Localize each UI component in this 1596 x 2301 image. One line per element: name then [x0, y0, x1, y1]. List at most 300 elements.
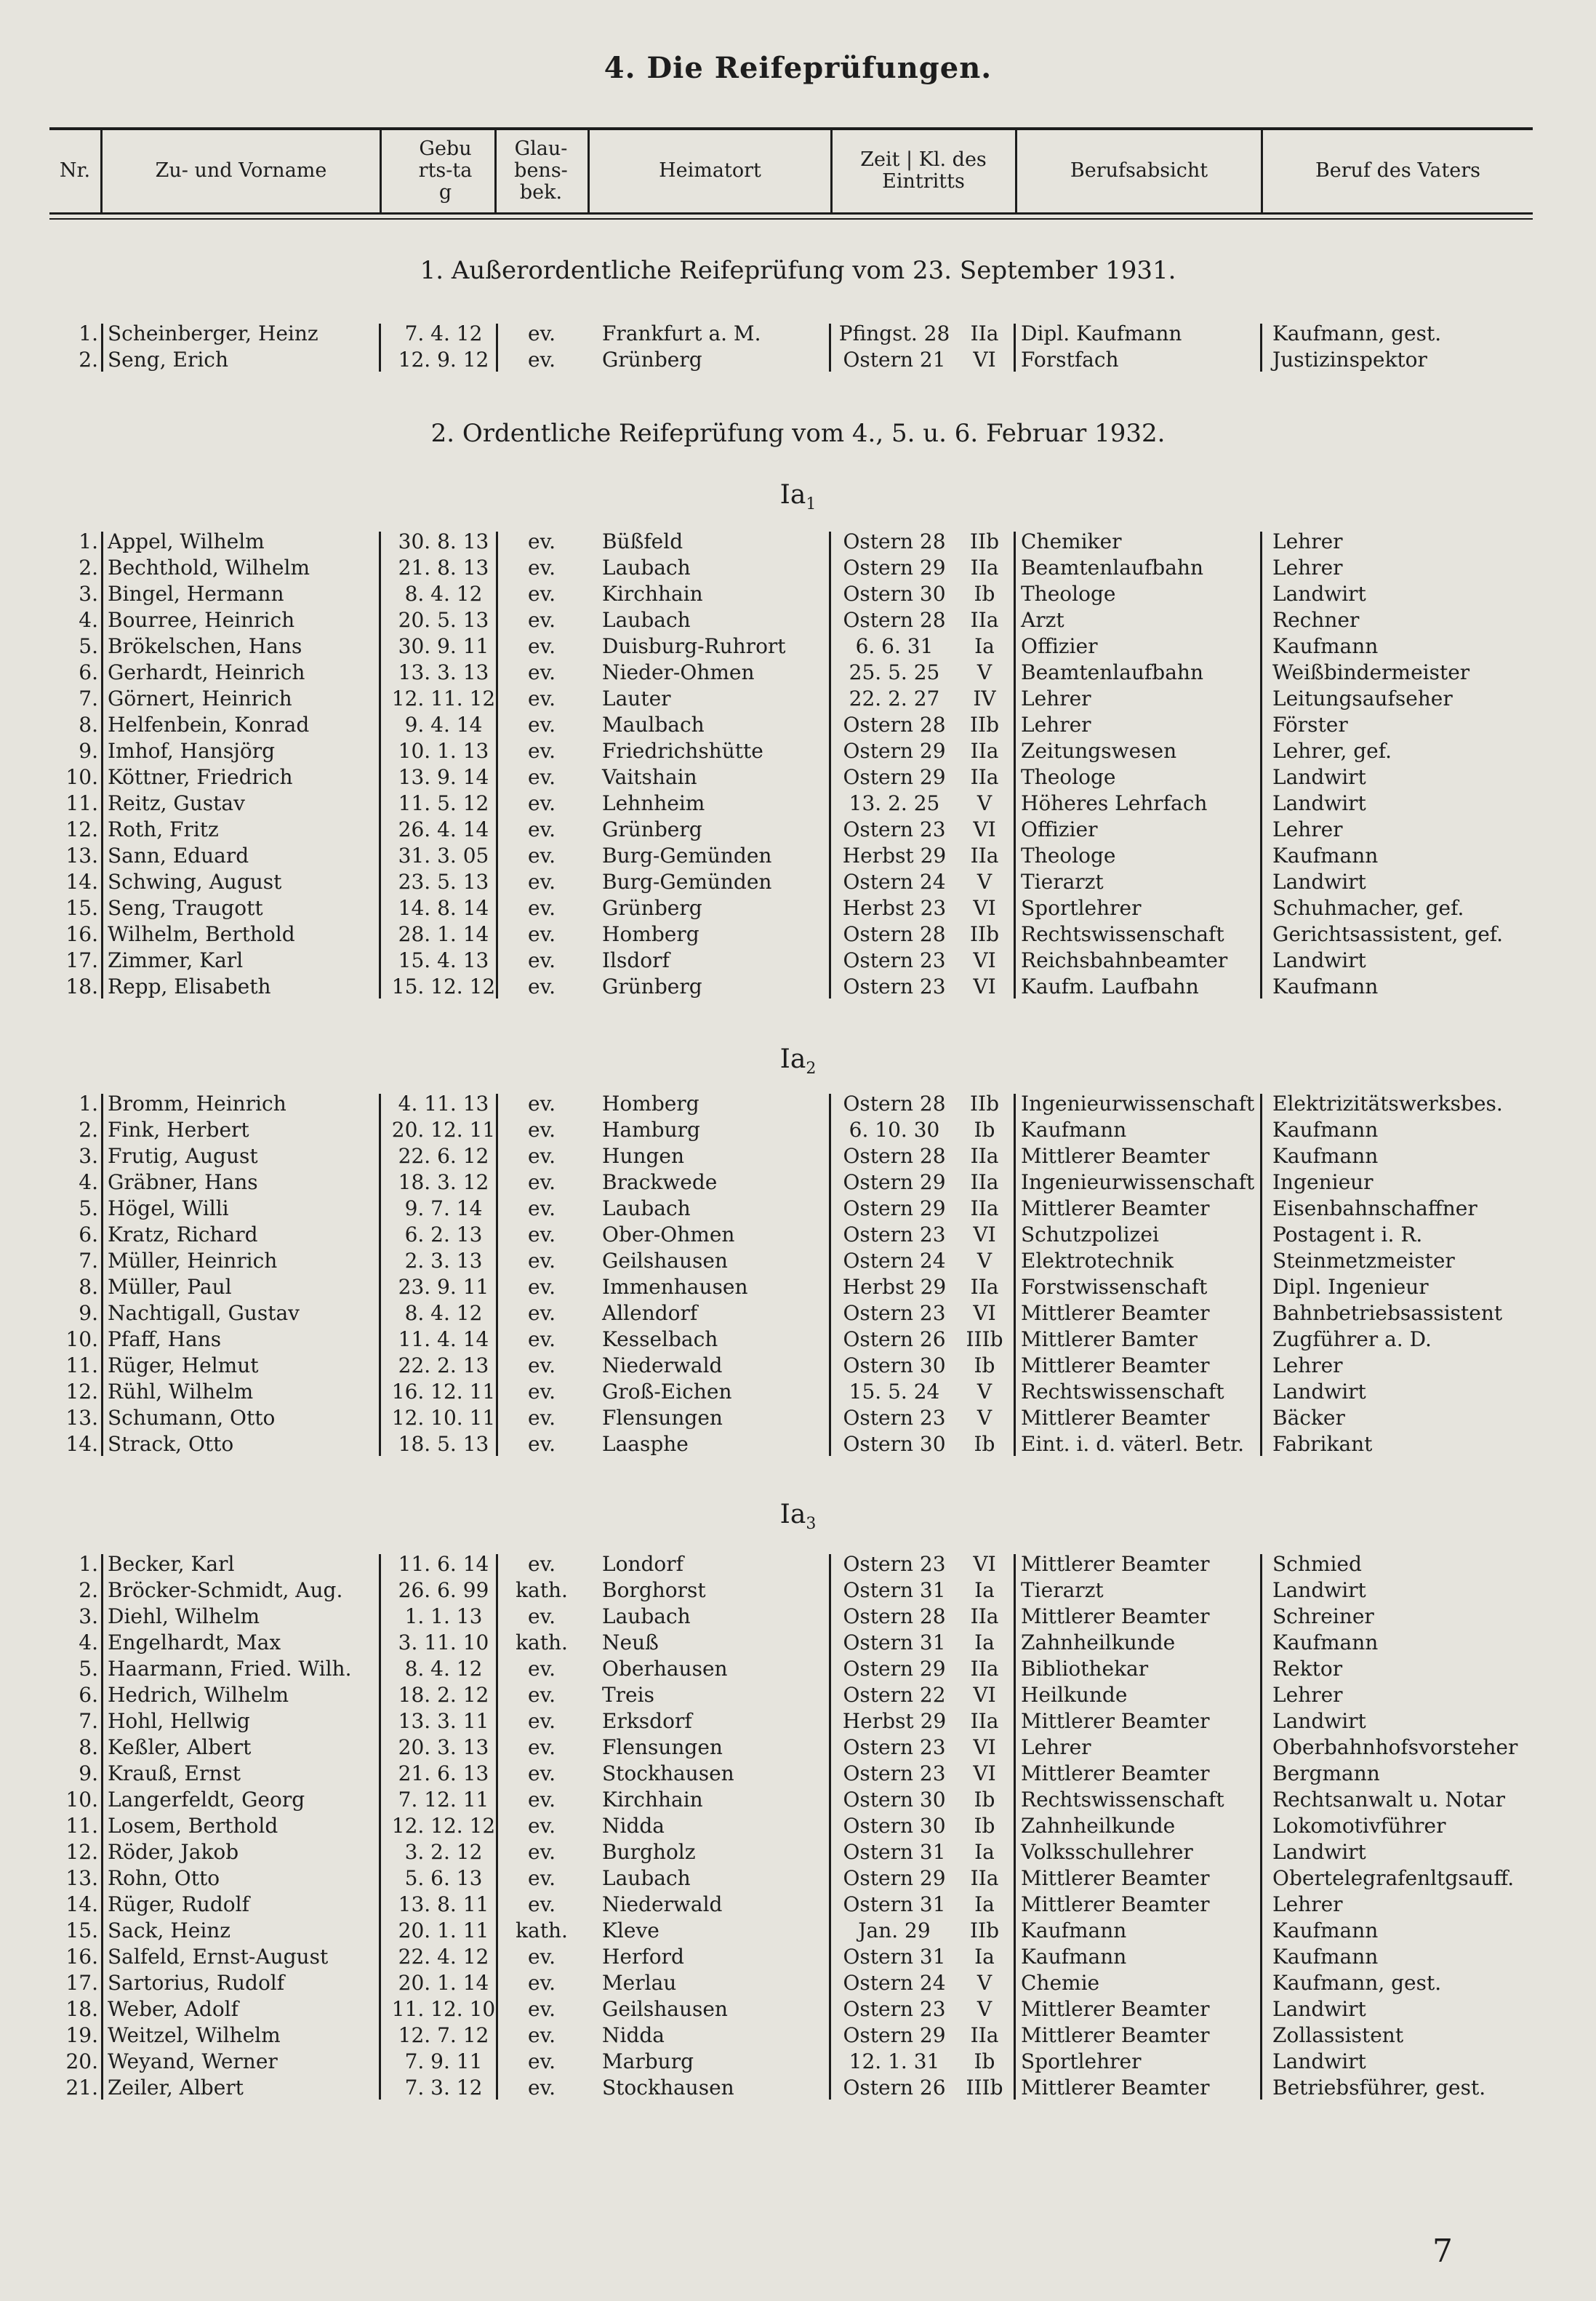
- entry-class: IIIb: [966, 2076, 1003, 2100]
- header-berufsabsicht: Berufsabsicht: [1070, 159, 1208, 182]
- entry-class: IIa: [970, 765, 999, 789]
- table-row: [0, 2049, 1596, 2075]
- home-town: Nidda: [602, 1814, 665, 1838]
- confession: ev.: [528, 1709, 556, 1733]
- row-number: 7.: [79, 1709, 98, 1733]
- confession: ev.: [528, 739, 556, 763]
- birth-date: 3. 2. 12: [404, 1840, 483, 1864]
- father-occupation: Kaufmann, gest.: [1272, 1971, 1442, 1995]
- entry-date: Ostern 29: [843, 1657, 946, 1681]
- confession: ev.: [528, 1380, 556, 1404]
- birth-date: 28. 1. 14: [398, 922, 489, 946]
- entry-date: Ostern 29: [843, 739, 946, 763]
- row-number: 8.: [79, 713, 98, 737]
- header-top-rule: [49, 127, 1533, 130]
- student-name: Wilhelm, Berthold: [108, 922, 295, 946]
- header-geburtstag: Geburts-tag: [418, 137, 473, 204]
- student-name: Gerhardt, Heinrich: [108, 660, 305, 684]
- header-divider: [380, 129, 382, 214]
- career-aim: Kaufmann: [1021, 1945, 1127, 1969]
- home-town: Burgholz: [602, 1840, 696, 1864]
- entry-date: Ostern 30: [843, 1814, 946, 1838]
- row-number: 10.: [65, 765, 98, 789]
- career-aim: Mittlerer Beamter: [1021, 1552, 1210, 1576]
- student-name: Fink, Herbert: [108, 1118, 249, 1142]
- birth-date: 30. 8. 13: [398, 529, 489, 553]
- column-divider: [829, 324, 831, 372]
- career-aim: Offizier: [1021, 634, 1098, 658]
- student-name: Diehl, Wilhelm: [108, 1604, 260, 1628]
- header-divider: [830, 129, 833, 214]
- table-row: [0, 555, 1596, 581]
- confession: ev.: [528, 1840, 556, 1864]
- birth-date: 15. 12. 12: [391, 975, 496, 999]
- column-divider: [1260, 1094, 1262, 1456]
- table-row: [0, 660, 1596, 686]
- column-divider: [379, 324, 381, 372]
- entry-date: Ostern 23: [843, 1301, 946, 1325]
- entry-class: Ia: [974, 1892, 995, 1916]
- student-name: Röder, Jakob: [108, 1840, 239, 1864]
- birth-date: 31. 3. 05: [398, 844, 489, 868]
- father-occupation: Schuhmacher, gef.: [1272, 896, 1464, 920]
- entry-date: Ostern 29: [843, 1866, 946, 1890]
- entry-date: 15. 5. 24: [849, 1380, 940, 1404]
- father-occupation: Fabrikant: [1272, 1432, 1373, 1456]
- confession: ev.: [528, 1353, 556, 1377]
- career-aim: Sportlehrer: [1021, 896, 1142, 920]
- father-occupation: Landwirt: [1272, 791, 1366, 815]
- birth-date: 18. 5. 13: [398, 1432, 489, 1456]
- student-name: Scheinberger, Heinz: [108, 321, 318, 345]
- student-name: Sartorius, Rudolf: [108, 1971, 285, 1995]
- entry-date: Ostern 23: [843, 975, 946, 999]
- column-divider: [1014, 1094, 1016, 1456]
- row-number: 17.: [65, 948, 98, 972]
- father-occupation: Landwirt: [1272, 1840, 1366, 1864]
- home-town: Marburg: [602, 2049, 694, 2073]
- table-row: [0, 581, 1596, 607]
- career-aim: Lehrer: [1021, 1735, 1091, 1759]
- father-occupation: Lehrer: [1272, 817, 1343, 841]
- row-number: 3.: [79, 1604, 98, 1628]
- table-row: [0, 764, 1596, 791]
- birth-date: 2. 3. 13: [404, 1249, 483, 1273]
- entry-date: Ostern 28: [843, 608, 946, 632]
- home-town: Grünberg: [602, 896, 702, 920]
- birth-date: 12. 12. 12: [391, 1814, 496, 1838]
- birth-date: 7. 3. 12: [404, 2076, 483, 2100]
- career-aim: Lehrer: [1021, 687, 1091, 711]
- table-row: [0, 1248, 1596, 1274]
- entry-date: Ostern 28: [843, 1092, 946, 1116]
- table-row: [0, 321, 1596, 347]
- birth-date: 7. 4. 12: [404, 321, 483, 345]
- entry-date: Jan. 29: [858, 1918, 931, 1942]
- father-occupation: Ingenieur: [1272, 1170, 1374, 1194]
- father-occupation: Schmied: [1272, 1552, 1362, 1576]
- column-divider: [496, 324, 498, 372]
- home-town: Laubach: [602, 1196, 691, 1220]
- entry-class: VI: [973, 1761, 996, 1785]
- student-name: Weber, Adolf: [108, 1997, 238, 2021]
- row-number: 5.: [79, 1196, 98, 1220]
- career-aim: Sportlehrer: [1021, 2049, 1142, 2073]
- career-aim: Bibliothekar: [1021, 1657, 1149, 1681]
- table-row: [0, 1300, 1596, 1326]
- student-name: Salfeld, Ernst-August: [108, 1945, 329, 1969]
- row-number: 15.: [65, 1918, 98, 1942]
- birth-date: 18. 2. 12: [398, 1683, 489, 1707]
- career-aim: Mittlerer Beamter: [1021, 1709, 1210, 1733]
- entry-class: IIb: [969, 713, 1000, 737]
- confession: ev.: [528, 1814, 556, 1838]
- entry-date: Ostern 23: [843, 1406, 946, 1430]
- table-row: [0, 869, 1596, 895]
- home-town: Nidda: [602, 2023, 665, 2047]
- home-town: Frankfurt a. M.: [602, 321, 761, 345]
- father-occupation: Bäcker: [1272, 1406, 1345, 1430]
- birth-date: 10. 1. 13: [398, 739, 489, 763]
- entry-class: IIa: [970, 1275, 999, 1299]
- birth-date: 21. 6. 13: [398, 1761, 489, 1785]
- row-number: 7.: [79, 1249, 98, 1273]
- student-name: Imhof, Hansjörg: [108, 739, 276, 763]
- table-row: [0, 817, 1596, 843]
- table-row: [0, 895, 1596, 921]
- home-town: Oberhausen: [602, 1657, 728, 1681]
- header-divider: [494, 129, 497, 214]
- home-town: Friedrichshütte: [602, 739, 763, 763]
- birth-date: 20. 12. 11: [391, 1118, 496, 1142]
- entry-class: VI: [973, 1301, 996, 1325]
- birth-date: 26. 4. 14: [398, 817, 489, 841]
- student-name: Sack, Heinz: [108, 1918, 231, 1942]
- career-aim: Mittlerer Beamter: [1021, 2076, 1210, 2100]
- home-town: Merlau: [602, 1971, 677, 1995]
- row-number: 4.: [79, 1630, 98, 1654]
- confession: ev.: [528, 1170, 556, 1194]
- table-row: [0, 1944, 1596, 1970]
- column-divider: [829, 532, 831, 999]
- confession: ev.: [528, 844, 556, 868]
- father-occupation: Leitungsaufseher: [1272, 687, 1453, 711]
- table-row: [0, 1761, 1596, 1787]
- table-row: [0, 1551, 1596, 1577]
- confession: ev.: [528, 634, 556, 658]
- birth-date: 30. 9. 11: [398, 634, 489, 658]
- confession: ev.: [528, 922, 556, 946]
- confession: ev.: [528, 1144, 556, 1168]
- student-name: Helfenbein, Konrad: [108, 713, 310, 737]
- column-divider: [1014, 532, 1016, 999]
- confession: ev.: [528, 348, 556, 372]
- row-number: 18.: [65, 975, 98, 999]
- home-town: Immenhausen: [602, 1275, 748, 1299]
- home-town: Niederwald: [602, 1353, 723, 1377]
- student-name: Rüger, Rudolf: [108, 1892, 249, 1916]
- column-divider: [1014, 1554, 1016, 2100]
- entry-class: Ia: [974, 1630, 995, 1654]
- row-number: 4.: [79, 608, 98, 632]
- birth-date: 22. 4. 12: [398, 1945, 489, 1969]
- career-aim: Heilkunde: [1021, 1683, 1128, 1707]
- entry-date: Ostern 23: [843, 1222, 946, 1246]
- career-aim: Mittlerer Beamter: [1021, 1997, 1210, 2021]
- birth-date: 23. 5. 13: [398, 870, 489, 894]
- career-aim: Mittlerer Beamter: [1021, 1353, 1210, 1377]
- row-number: 15.: [65, 896, 98, 920]
- column-divider: [101, 324, 103, 372]
- entry-class: V: [977, 791, 993, 815]
- entry-class: IIa: [970, 608, 999, 632]
- entry-class: Ib: [974, 1788, 995, 1812]
- entry-date: Ostern 31: [843, 1630, 946, 1654]
- career-aim: Theologe: [1021, 765, 1116, 789]
- table-row: [0, 921, 1596, 948]
- confession: ev.: [528, 1997, 556, 2021]
- confession: ev.: [528, 896, 556, 920]
- father-occupation: Kaufmann: [1272, 634, 1379, 658]
- career-aim: Mittlerer Beamter: [1021, 1892, 1210, 1916]
- student-name: Högel, Willi: [108, 1196, 229, 1220]
- birth-date: 13. 9. 14: [398, 765, 489, 789]
- career-aim: Kaufmann: [1021, 1918, 1127, 1942]
- row-number: 11.: [65, 791, 98, 815]
- column-divider: [101, 1554, 103, 2100]
- confession: ev.: [528, 2049, 556, 2073]
- entry-date: Herbst 29: [842, 1709, 947, 1733]
- student-name: Rohn, Otto: [108, 1866, 220, 1890]
- father-occupation: Oberbahnhofsvorsteher: [1272, 1735, 1518, 1759]
- father-occupation: Gerichtsassistent, gef.: [1272, 922, 1504, 946]
- confession: ev.: [528, 1222, 556, 1246]
- row-number: 20.: [65, 2049, 98, 2073]
- home-town: Kleve: [602, 1918, 659, 1942]
- father-occupation: Rechner: [1272, 608, 1360, 632]
- entry-date: Ostern 23: [843, 1997, 946, 2021]
- home-town: Laubach: [602, 1866, 691, 1890]
- confession: ev.: [528, 1971, 556, 1995]
- birth-date: 20. 5. 13: [398, 608, 489, 632]
- confession: ev.: [528, 817, 556, 841]
- table-row: [0, 1996, 1596, 2022]
- home-town: Burg-Gemünden: [602, 844, 772, 868]
- confession: ev.: [528, 791, 556, 815]
- home-town: Grünberg: [602, 975, 702, 999]
- entry-date: Ostern 28: [843, 1144, 946, 1168]
- father-occupation: Betriebsführer, gest.: [1272, 2076, 1486, 2100]
- father-occupation: Zollassistent: [1272, 2023, 1404, 2047]
- career-aim: Tierarzt: [1021, 1578, 1104, 1602]
- confession: ev.: [528, 582, 556, 606]
- home-town: Flensungen: [602, 1735, 723, 1759]
- table-row: [0, 1379, 1596, 1405]
- table-row: [0, 1353, 1596, 1379]
- career-aim: Zahnheilkunde: [1021, 1630, 1176, 1654]
- father-occupation: Lehrer: [1272, 1683, 1343, 1707]
- entry-date: Ostern 29: [843, 765, 946, 789]
- confession: ev.: [528, 870, 556, 894]
- father-occupation: Kaufmann, gest.: [1272, 321, 1442, 345]
- row-number: 3.: [79, 582, 98, 606]
- row-number: 9.: [79, 739, 98, 763]
- column-divider: [496, 532, 498, 999]
- confession: kath.: [516, 1918, 568, 1942]
- entry-date: Ostern 22: [843, 1683, 946, 1707]
- column-divider: [829, 1094, 831, 1456]
- column-divider: [1014, 324, 1016, 372]
- father-occupation: Lehrer: [1272, 529, 1343, 553]
- entry-date: Ostern 29: [843, 556, 946, 580]
- row-number: 3.: [79, 1144, 98, 1168]
- table-row: [0, 686, 1596, 712]
- entry-class: VI: [973, 1552, 996, 1576]
- student-name: Zimmer, Karl: [108, 948, 244, 972]
- entry-date: Ostern 28: [843, 1604, 946, 1628]
- father-occupation: Landwirt: [1272, 870, 1366, 894]
- entry-class: Ib: [974, 1432, 995, 1456]
- entry-class: Ia: [974, 1840, 995, 1864]
- career-aim: Rechtswissenschaft: [1021, 1380, 1224, 1404]
- father-occupation: Weißbindermeister: [1272, 660, 1470, 684]
- entry-date: Ostern 30: [843, 1353, 946, 1377]
- table-row: [0, 843, 1596, 869]
- row-number: 14.: [65, 1432, 98, 1456]
- entry-date: Herbst 29: [842, 844, 947, 868]
- entry-class: Ib: [974, 2049, 995, 2073]
- entry-date: Ostern 28: [843, 529, 946, 553]
- career-aim: Zahnheilkunde: [1021, 1814, 1176, 1838]
- row-number: 2.: [79, 556, 98, 580]
- birth-date: 7. 12. 11: [398, 1788, 489, 1812]
- entry-date: 6. 10. 30: [849, 1118, 940, 1142]
- father-occupation: Landwirt: [1272, 1997, 1366, 2021]
- confession: ev.: [528, 1196, 556, 1220]
- student-name: Strack, Otto: [108, 1432, 234, 1456]
- table-row: [0, 1431, 1596, 1457]
- entry-class: VI: [973, 1735, 996, 1759]
- home-town: Erksdorf: [602, 1709, 692, 1733]
- entry-date: Ostern 23: [843, 1735, 946, 1759]
- home-town: Büßfeld: [602, 529, 683, 553]
- entry-class: Ib: [974, 1353, 995, 1377]
- confession: ev.: [528, 1092, 556, 1116]
- header-bottom-rule-2: [49, 218, 1533, 220]
- entry-date: 12. 1. 31: [849, 2049, 940, 2073]
- entry-class: IIa: [970, 2023, 999, 2047]
- father-occupation: Landwirt: [1272, 1380, 1366, 1404]
- student-name: Schwing, August: [108, 870, 282, 894]
- confession: ev.: [528, 975, 556, 999]
- header-beruf-vater: Beruf des Vaters: [1315, 159, 1481, 182]
- row-number: 13.: [65, 844, 98, 868]
- student-name: Hedrich, Wilhelm: [108, 1683, 289, 1707]
- header-heimatort: Heimatort: [659, 159, 761, 182]
- confession: ev.: [528, 713, 556, 737]
- student-name: Gräbner, Hans: [108, 1170, 258, 1194]
- confession: ev.: [528, 1892, 556, 1916]
- student-name: Frutig, August: [108, 1144, 258, 1168]
- father-occupation: Landwirt: [1272, 1578, 1366, 1602]
- student-name: Müller, Paul: [108, 1275, 232, 1299]
- birth-date: 12. 7. 12: [398, 2023, 489, 2047]
- career-aim: Mittlerer Beamter: [1021, 2023, 1210, 2047]
- entry-class: IIIb: [966, 1327, 1003, 1351]
- table-row: [0, 633, 1596, 660]
- entry-class: VI: [973, 348, 996, 372]
- table-row: [0, 1577, 1596, 1604]
- student-name: Köttner, Friedrich: [108, 765, 293, 789]
- father-occupation: Bahnbetriebsassistent: [1272, 1301, 1503, 1325]
- table-row: [0, 1708, 1596, 1734]
- student-name: Schumann, Otto: [108, 1406, 276, 1430]
- entry-class: Ia: [974, 634, 995, 658]
- confession: ev.: [528, 1118, 556, 1142]
- student-name: Krauß, Ernst: [108, 1761, 241, 1785]
- entry-date: 25. 5. 25: [849, 660, 940, 684]
- career-aim: Forstfach: [1021, 348, 1119, 372]
- career-aim: Dipl. Kaufmann: [1021, 321, 1182, 345]
- column-divider: [101, 1094, 103, 1456]
- career-aim: Eint. i. d. väterl. Betr.: [1021, 1432, 1245, 1456]
- career-aim: Volksschullehrer: [1021, 1840, 1193, 1864]
- career-aim: Theologe: [1021, 582, 1116, 606]
- entry-class: IIa: [970, 1604, 999, 1628]
- header-glaubensbekenntnis: Glau-bens-bek.: [514, 137, 568, 204]
- career-aim: Mittlerer Beamter: [1021, 1761, 1210, 1785]
- birth-date: 18. 3. 12: [398, 1170, 489, 1194]
- entry-class: IIa: [970, 1709, 999, 1733]
- row-number: 1.: [79, 529, 98, 553]
- career-aim: Beamtenlaufbahn: [1021, 660, 1203, 684]
- table-row: [0, 1091, 1596, 1117]
- table-row: [0, 1117, 1596, 1143]
- class-label-ia2: $Ia_2$: [779, 1044, 817, 1079]
- row-number: 14.: [65, 870, 98, 894]
- student-name: Brökelschen, Hans: [108, 634, 302, 658]
- entry-date: Ostern 28: [843, 922, 946, 946]
- father-occupation: Postagent i. R.: [1272, 1222, 1423, 1246]
- entry-class: IIb: [969, 529, 1000, 553]
- confession: ev.: [528, 1552, 556, 1576]
- student-name: Repp, Elisabeth: [108, 975, 271, 999]
- entry-class: IIa: [970, 1170, 999, 1194]
- entry-date: 13. 2. 25: [849, 791, 940, 815]
- home-town: Geilshausen: [602, 1249, 728, 1273]
- confession: ev.: [528, 2076, 556, 2100]
- home-town: Maulbach: [602, 713, 705, 737]
- home-town: Laubach: [602, 556, 691, 580]
- entry-class: IV: [973, 687, 996, 711]
- student-name: Zeiler, Albert: [108, 2076, 244, 2100]
- column-divider: [496, 1094, 498, 1456]
- confession: ev.: [528, 1301, 556, 1325]
- row-number: 19.: [65, 2023, 98, 2047]
- row-number: 7.: [79, 687, 98, 711]
- father-occupation: Eisenbahnschaffner: [1272, 1196, 1477, 1220]
- confession: ev.: [528, 2023, 556, 2047]
- row-number: 8.: [79, 1735, 98, 1759]
- birth-date: 5. 6. 13: [404, 1866, 483, 1890]
- row-number: 12.: [65, 1840, 98, 1864]
- father-occupation: Förster: [1272, 713, 1348, 737]
- entry-date: Ostern 29: [843, 2023, 946, 2047]
- entry-class: Ib: [974, 582, 995, 606]
- father-occupation: Lehrer, gef.: [1272, 739, 1392, 763]
- entry-date: Herbst 29: [842, 1275, 947, 1299]
- section-title-ausserordentlich: 1. Außerordentliche Reifeprüfung vom 23. September 1931.: [420, 256, 1176, 285]
